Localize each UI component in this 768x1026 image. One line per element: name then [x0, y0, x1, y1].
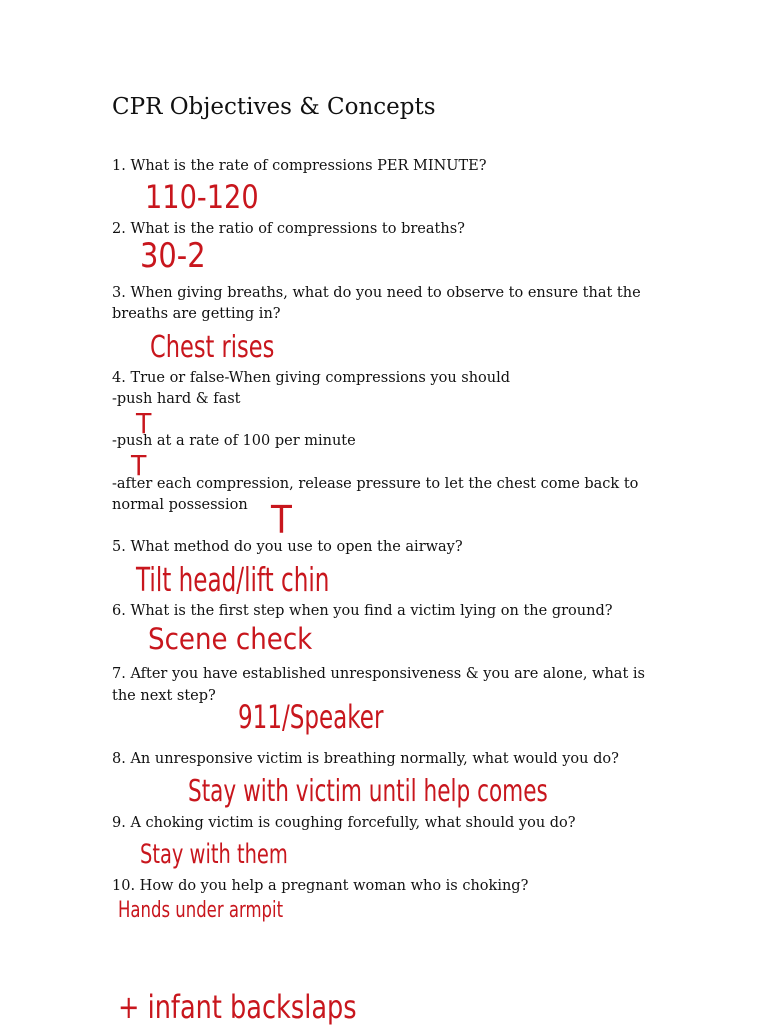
question-4-item-2: -push at a rate of 100 per minute [112, 433, 356, 449]
answer-8: Stay with victim until help comes [188, 774, 548, 809]
question-4-item-3-line-1: -after each compression, release pressure to let the chest come back to [112, 476, 639, 492]
question-4-item-3-line-2: normal possession [112, 497, 248, 513]
question-8: 8. An unresponsive victim is breathing normally, what would you do? [112, 751, 619, 767]
answer-1: 110-120 [145, 178, 259, 216]
question-3-line-1: 3. When giving breaths, what do you need to observe to ensure that the [112, 285, 641, 301]
answer-10: Hands under armpit [118, 898, 284, 923]
question-10: 10. How do you help a pregnant woman who is choking? [112, 878, 529, 894]
answer-4-3: T [271, 498, 292, 542]
answer-7: 911/Speaker [238, 698, 384, 736]
answer-10-extra: + infant backslaps [118, 988, 357, 1026]
answer-4-1: T [136, 407, 152, 440]
question-6: 6. What is the first step when you find a victim lying on the ground? [112, 603, 613, 619]
question-9: 9. A choking victim is coughing forcefully, what should you do? [112, 815, 576, 831]
answer-4-2: T [131, 449, 147, 482]
question-4-item-1: -push hard & fast [112, 391, 241, 407]
answer-5: Tilt head/lift chin [136, 560, 330, 599]
answer-9: Stay with them [140, 839, 288, 870]
answer-6: Scene check [148, 622, 313, 656]
answer-3: Chest rises [150, 330, 275, 365]
question-7-line-2: the next step? [112, 688, 216, 704]
question-7-line-1: 7. After you have established unresponsiveness & you are alone, what is [112, 666, 645, 682]
question-3-line-2: breaths are getting in? [112, 306, 281, 322]
question-5: 5. What method do you use to open the airway? [112, 539, 463, 555]
answer-2: 30-2 [140, 236, 206, 276]
page-title: CPR Objectives & Concepts [112, 94, 436, 120]
question-4-line-1: 4. True or false-When giving compressions you should [112, 370, 511, 386]
question-2: 2. What is the ratio of compressions to breaths? [112, 221, 465, 237]
question-1: 1. What is the rate of compressions PER MINUTE? [112, 158, 487, 174]
